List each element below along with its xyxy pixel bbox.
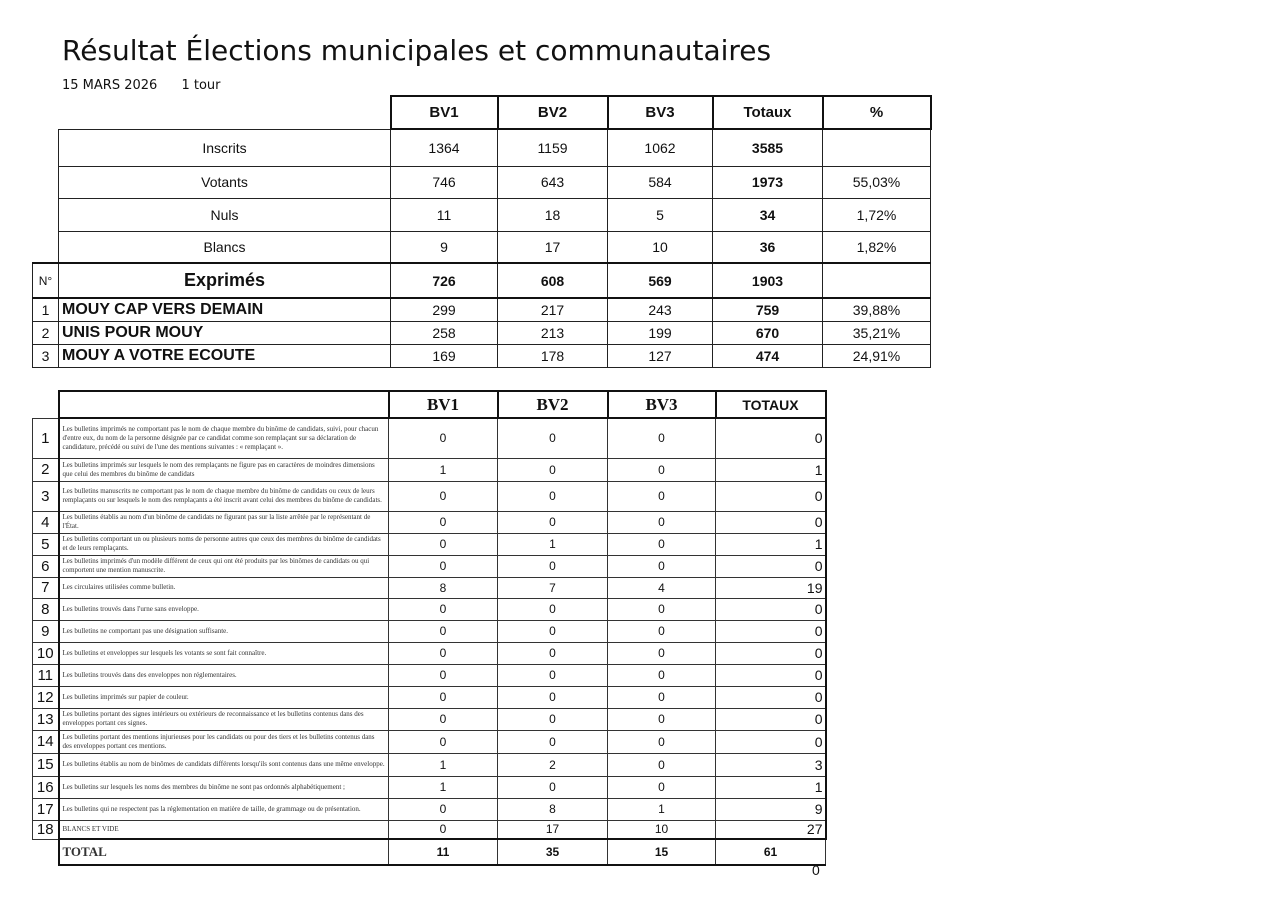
row-value: 0 <box>498 664 608 686</box>
table-row <box>33 533 826 555</box>
candidate-value: 474 <box>713 344 823 367</box>
row-number: 5 <box>33 533 59 555</box>
table-row <box>33 708 826 730</box>
row-value <box>823 263 931 298</box>
row-value: 0 <box>389 820 498 839</box>
row-value: 7 <box>498 577 608 598</box>
row-value: 1 <box>389 776 498 798</box>
candidate-value: 213 <box>498 321 608 344</box>
row-value: 1 <box>608 798 716 820</box>
column-header: BV3 <box>608 96 713 129</box>
row-value: 0 <box>498 730 608 753</box>
candidate-number: 1 <box>33 298 59 321</box>
row-value: 1 <box>389 753 498 776</box>
row-number: 4 <box>33 511 59 533</box>
row-value: 0 <box>498 418 608 458</box>
table-row <box>33 458 826 481</box>
row-value: 0 <box>389 418 498 458</box>
row-value: 0 <box>608 776 716 798</box>
row-description: Les bulletins comportant un ou plusieurs noms de personne autres que ceux des membres du binôme de candidats et de leurs remplaçants. <box>59 533 389 555</box>
row-value: 608 <box>498 263 608 298</box>
row-description: Les bulletins qui ne respectent pas la réglementation en matière de taille, de grammage ou de présentation. <box>59 798 389 820</box>
row-value: 55,03% <box>823 166 931 198</box>
column-header: BV2 <box>498 391 608 418</box>
column-header: BV3 <box>608 391 716 418</box>
row-value: 1903 <box>713 263 823 298</box>
results-summary-table <box>32 95 932 368</box>
row-value: 0 <box>608 686 716 708</box>
row-value: 1973 <box>713 166 823 198</box>
row-value: 0 <box>389 555 498 577</box>
row-value: 17 <box>498 231 608 263</box>
row-value: 1159 <box>498 129 608 166</box>
row-value: 0 <box>608 598 716 620</box>
candidate-row <box>33 298 931 321</box>
empty-cell <box>33 391 59 418</box>
row-number: 1 <box>33 418 59 458</box>
table-row <box>33 753 826 776</box>
row-value: 0 <box>716 555 826 577</box>
row-value: 1 <box>389 458 498 481</box>
row-label: Inscrits <box>59 129 391 166</box>
row-description: Les bulletins sur lesquels les noms des membres du binôme ne sont pas ordonnés alphabétiquement ; <box>59 776 389 798</box>
table-row <box>33 166 931 198</box>
page-title: Résultat Élections municipales et communautaires <box>62 34 772 67</box>
table-row <box>33 481 826 511</box>
empty-cell <box>33 839 59 865</box>
row-value: 0 <box>608 458 716 481</box>
row-value: 0 <box>716 598 826 620</box>
row-description: Les bulletins imprimés sur papier de couleur. <box>59 686 389 708</box>
row-value: 0 <box>498 555 608 577</box>
row-value: 0 <box>498 481 608 511</box>
table-row <box>33 129 931 166</box>
row-value: 0 <box>389 686 498 708</box>
row-value: 0 <box>608 481 716 511</box>
row-value: 17 <box>498 820 608 839</box>
row-description: Les bulletins et enveloppes sur lesquels les votants se sont fait connaître. <box>59 642 389 664</box>
row-value: 0 <box>608 642 716 664</box>
row-value: 0 <box>716 730 826 753</box>
total-value: 35 <box>498 839 608 865</box>
header-row <box>33 96 931 129</box>
row-value: 0 <box>389 481 498 511</box>
row-value: 0 <box>389 620 498 642</box>
candidate-value: 169 <box>391 344 498 367</box>
row-value: 0 <box>608 511 716 533</box>
row-value: 0 <box>389 642 498 664</box>
row-value: 1062 <box>608 129 713 166</box>
column-header: BV1 <box>391 96 498 129</box>
row-value: 1 <box>716 776 826 798</box>
row-value: 0 <box>608 418 716 458</box>
invalid-ballots-table <box>32 390 827 866</box>
candidate-row <box>33 344 931 367</box>
candidate-row <box>33 321 931 344</box>
number-header: N° <box>33 263 59 298</box>
row-value: 9 <box>391 231 498 263</box>
row-description: Les circulaires utilisées comme bulletin. <box>59 577 389 598</box>
row-value: 18 <box>498 198 608 231</box>
exprimes-row <box>33 263 931 298</box>
row-value: 3 <box>716 753 826 776</box>
column-header: BV1 <box>389 391 498 418</box>
candidate-name: MOUY A VOTRE ECOUTE <box>59 344 391 367</box>
row-value: 1 <box>498 533 608 555</box>
table-row <box>33 198 931 231</box>
table-row <box>33 511 826 533</box>
row-value: 0 <box>498 620 608 642</box>
candidate-value: 243 <box>608 298 713 321</box>
election-date: 15 MARS 2026 <box>62 78 158 93</box>
column-header: TOTAUX <box>716 391 826 418</box>
row-value: 643 <box>498 166 608 198</box>
candidate-value: 759 <box>713 298 823 321</box>
table-row <box>33 820 826 839</box>
row-number: 12 <box>33 686 59 708</box>
candidate-value: 217 <box>498 298 608 321</box>
candidate-value: 178 <box>498 344 608 367</box>
table-row <box>33 664 826 686</box>
row-value: 1,82% <box>823 231 931 263</box>
row-value: 19 <box>716 577 826 598</box>
header-row <box>33 391 826 418</box>
candidate-value: 199 <box>608 321 713 344</box>
row-description: Les bulletins imprimés sur lesquels le nom des remplaçants ne figure pas en caractères de moindres dimensions que celui des membres du binôme de candidats <box>59 458 389 481</box>
row-value: 0 <box>389 598 498 620</box>
row-description: Les bulletins imprimés ne comportant pas le nom de chaque membre du binôme de candidats, suivi, pour chacun d'entre eux, du nom de la personne désignée par ce candidat comme son remplaçant sur sa déclaration de candidature, précédé ou suivi de l'une des mentions suivantes : « remplaçant ». <box>59 418 389 458</box>
row-value: 8 <box>389 577 498 598</box>
row-description: Les bulletins manuscrits ne comportant pas le nom de chaque membre du binôme de candidats ou ceux de leurs remplaçants ou sur lesquels le nom des remplaçants a été inscrit avant celui des membres du binôme de candidats. <box>59 481 389 511</box>
row-value: 5 <box>608 198 713 231</box>
candidate-number: 2 <box>33 321 59 344</box>
row-value: 1,72% <box>823 198 931 231</box>
row-description: Les bulletins ne comportant pas une désignation suffisante. <box>59 620 389 642</box>
candidate-value: 127 <box>608 344 713 367</box>
row-value: 0 <box>716 511 826 533</box>
empty-cell <box>33 129 59 166</box>
row-number: 16 <box>33 776 59 798</box>
row-number: 3 <box>33 481 59 511</box>
candidate-value: 258 <box>391 321 498 344</box>
row-value: 2 <box>498 753 608 776</box>
total-value: 61 <box>716 839 826 865</box>
row-value: 0 <box>716 481 826 511</box>
row-value: 0 <box>498 511 608 533</box>
row-value: 0 <box>716 620 826 642</box>
table-row <box>33 642 826 664</box>
row-number: 9 <box>33 620 59 642</box>
row-number: 11 <box>33 664 59 686</box>
table-row <box>33 730 826 753</box>
row-value: 0 <box>498 776 608 798</box>
total-label: TOTAL <box>59 839 389 865</box>
row-value: 0 <box>498 708 608 730</box>
row-value: 0 <box>716 686 826 708</box>
row-value: 0 <box>389 664 498 686</box>
row-value: 584 <box>608 166 713 198</box>
row-value: 10 <box>608 820 716 839</box>
row-value: 0 <box>716 642 826 664</box>
row-number: 18 <box>33 820 59 839</box>
row-value: 1 <box>716 533 826 555</box>
table-row <box>33 686 826 708</box>
candidate-value: 670 <box>713 321 823 344</box>
row-value: 8 <box>498 798 608 820</box>
candidate-value: 299 <box>391 298 498 321</box>
row-value: 0 <box>608 555 716 577</box>
table-row <box>33 776 826 798</box>
total-value: 11 <box>389 839 498 865</box>
row-value: 34 <box>713 198 823 231</box>
row-number: 6 <box>33 555 59 577</box>
row-value: 0 <box>716 708 826 730</box>
row-value: 0 <box>498 458 608 481</box>
row-value: 4 <box>608 577 716 598</box>
row-value: 0 <box>389 730 498 753</box>
column-header: BV2 <box>498 96 608 129</box>
row-value: 0 <box>389 708 498 730</box>
row-value: 726 <box>391 263 498 298</box>
row-value: 1364 <box>391 129 498 166</box>
row-number: 13 <box>33 708 59 730</box>
column-header: % <box>823 96 931 129</box>
row-value: 0 <box>498 598 608 620</box>
row-value: 9 <box>716 798 826 820</box>
row-number: 15 <box>33 753 59 776</box>
row-value: 0 <box>498 686 608 708</box>
candidate-value: 39,88% <box>823 298 931 321</box>
row-value: 569 <box>608 263 713 298</box>
row-value: 0 <box>716 664 826 686</box>
empty-cell <box>33 231 59 263</box>
row-value: 0 <box>389 533 498 555</box>
row-description: Les bulletins portant des signes intérieurs ou extérieurs de reconnaissance et les bulletins contenus dans des enveloppes portant ces signes. <box>59 708 389 730</box>
row-value: 11 <box>391 198 498 231</box>
row-value: 0 <box>608 753 716 776</box>
row-value: 3585 <box>713 129 823 166</box>
row-value: 0 <box>389 798 498 820</box>
row-description: Les bulletins imprimés d'un modèle différent de ceux qui ont été produits par les binômes de candidats ou qui comportent une mention manuscrite. <box>59 555 389 577</box>
row-value <box>823 129 931 166</box>
row-value: 1 <box>716 458 826 481</box>
row-value: 36 <box>713 231 823 263</box>
row-description: Les bulletins établis au nom d'un binôme de candidats ne figurant pas sur la liste arrêtée par le représentant de l'État. <box>59 511 389 533</box>
election-round: 1 tour <box>181 78 221 93</box>
candidate-value: 24,91% <box>823 344 931 367</box>
table-row <box>33 577 826 598</box>
row-description: Les bulletins trouvés dans des enveloppes non réglementaires. <box>59 664 389 686</box>
table-row <box>33 418 826 458</box>
row-value: 0 <box>716 418 826 458</box>
row-value: 0 <box>608 620 716 642</box>
table-row <box>33 798 826 820</box>
table-row <box>33 620 826 642</box>
row-number: 2 <box>33 458 59 481</box>
total-row <box>33 839 826 865</box>
row-label: Blancs <box>59 231 391 263</box>
empty-cell <box>33 96 59 129</box>
candidate-name: UNIS POUR MOUY <box>59 321 391 344</box>
row-value: 27 <box>716 820 826 839</box>
row-description: Les bulletins portant des mentions injurieuses pour les candidats ou pour des tiers et les bulletins contenus dans des enveloppes portant ces mentions. <box>59 730 389 753</box>
empty-header <box>59 391 389 418</box>
table-row <box>33 555 826 577</box>
row-value: 0 <box>498 642 608 664</box>
row-label: Exprimés <box>59 263 391 298</box>
candidate-value: 35,21% <box>823 321 931 344</box>
row-number: 7 <box>33 577 59 598</box>
empty-cell <box>33 166 59 198</box>
row-number: 8 <box>33 598 59 620</box>
candidate-number: 3 <box>33 344 59 367</box>
row-number: 14 <box>33 730 59 753</box>
table-row <box>33 598 826 620</box>
row-description: Les bulletins établis au nom de binômes de candidats différents lorsqu'ils sont contenus dans une même enveloppe. <box>59 753 389 776</box>
row-label: Nuls <box>59 198 391 231</box>
row-description: BLANCS ET VIDE <box>59 820 389 839</box>
row-value: 0 <box>608 708 716 730</box>
footer-value: 0 <box>812 862 820 878</box>
empty-cell <box>59 96 391 129</box>
row-value: 10 <box>608 231 713 263</box>
subtitle <box>62 78 240 93</box>
row-value: 0 <box>389 511 498 533</box>
empty-cell <box>33 198 59 231</box>
candidate-name: MOUY CAP VERS DEMAIN <box>59 298 391 321</box>
total-value: 15 <box>608 839 716 865</box>
row-value: 0 <box>608 664 716 686</box>
table-row <box>33 231 931 263</box>
row-value: 0 <box>608 730 716 753</box>
row-number: 17 <box>33 798 59 820</box>
row-value: 0 <box>608 533 716 555</box>
row-value: 746 <box>391 166 498 198</box>
column-header: Totaux <box>713 96 823 129</box>
row-description: Les bulletins trouvés dans l'urne sans enveloppe. <box>59 598 389 620</box>
row-number: 10 <box>33 642 59 664</box>
row-label: Votants <box>59 166 391 198</box>
